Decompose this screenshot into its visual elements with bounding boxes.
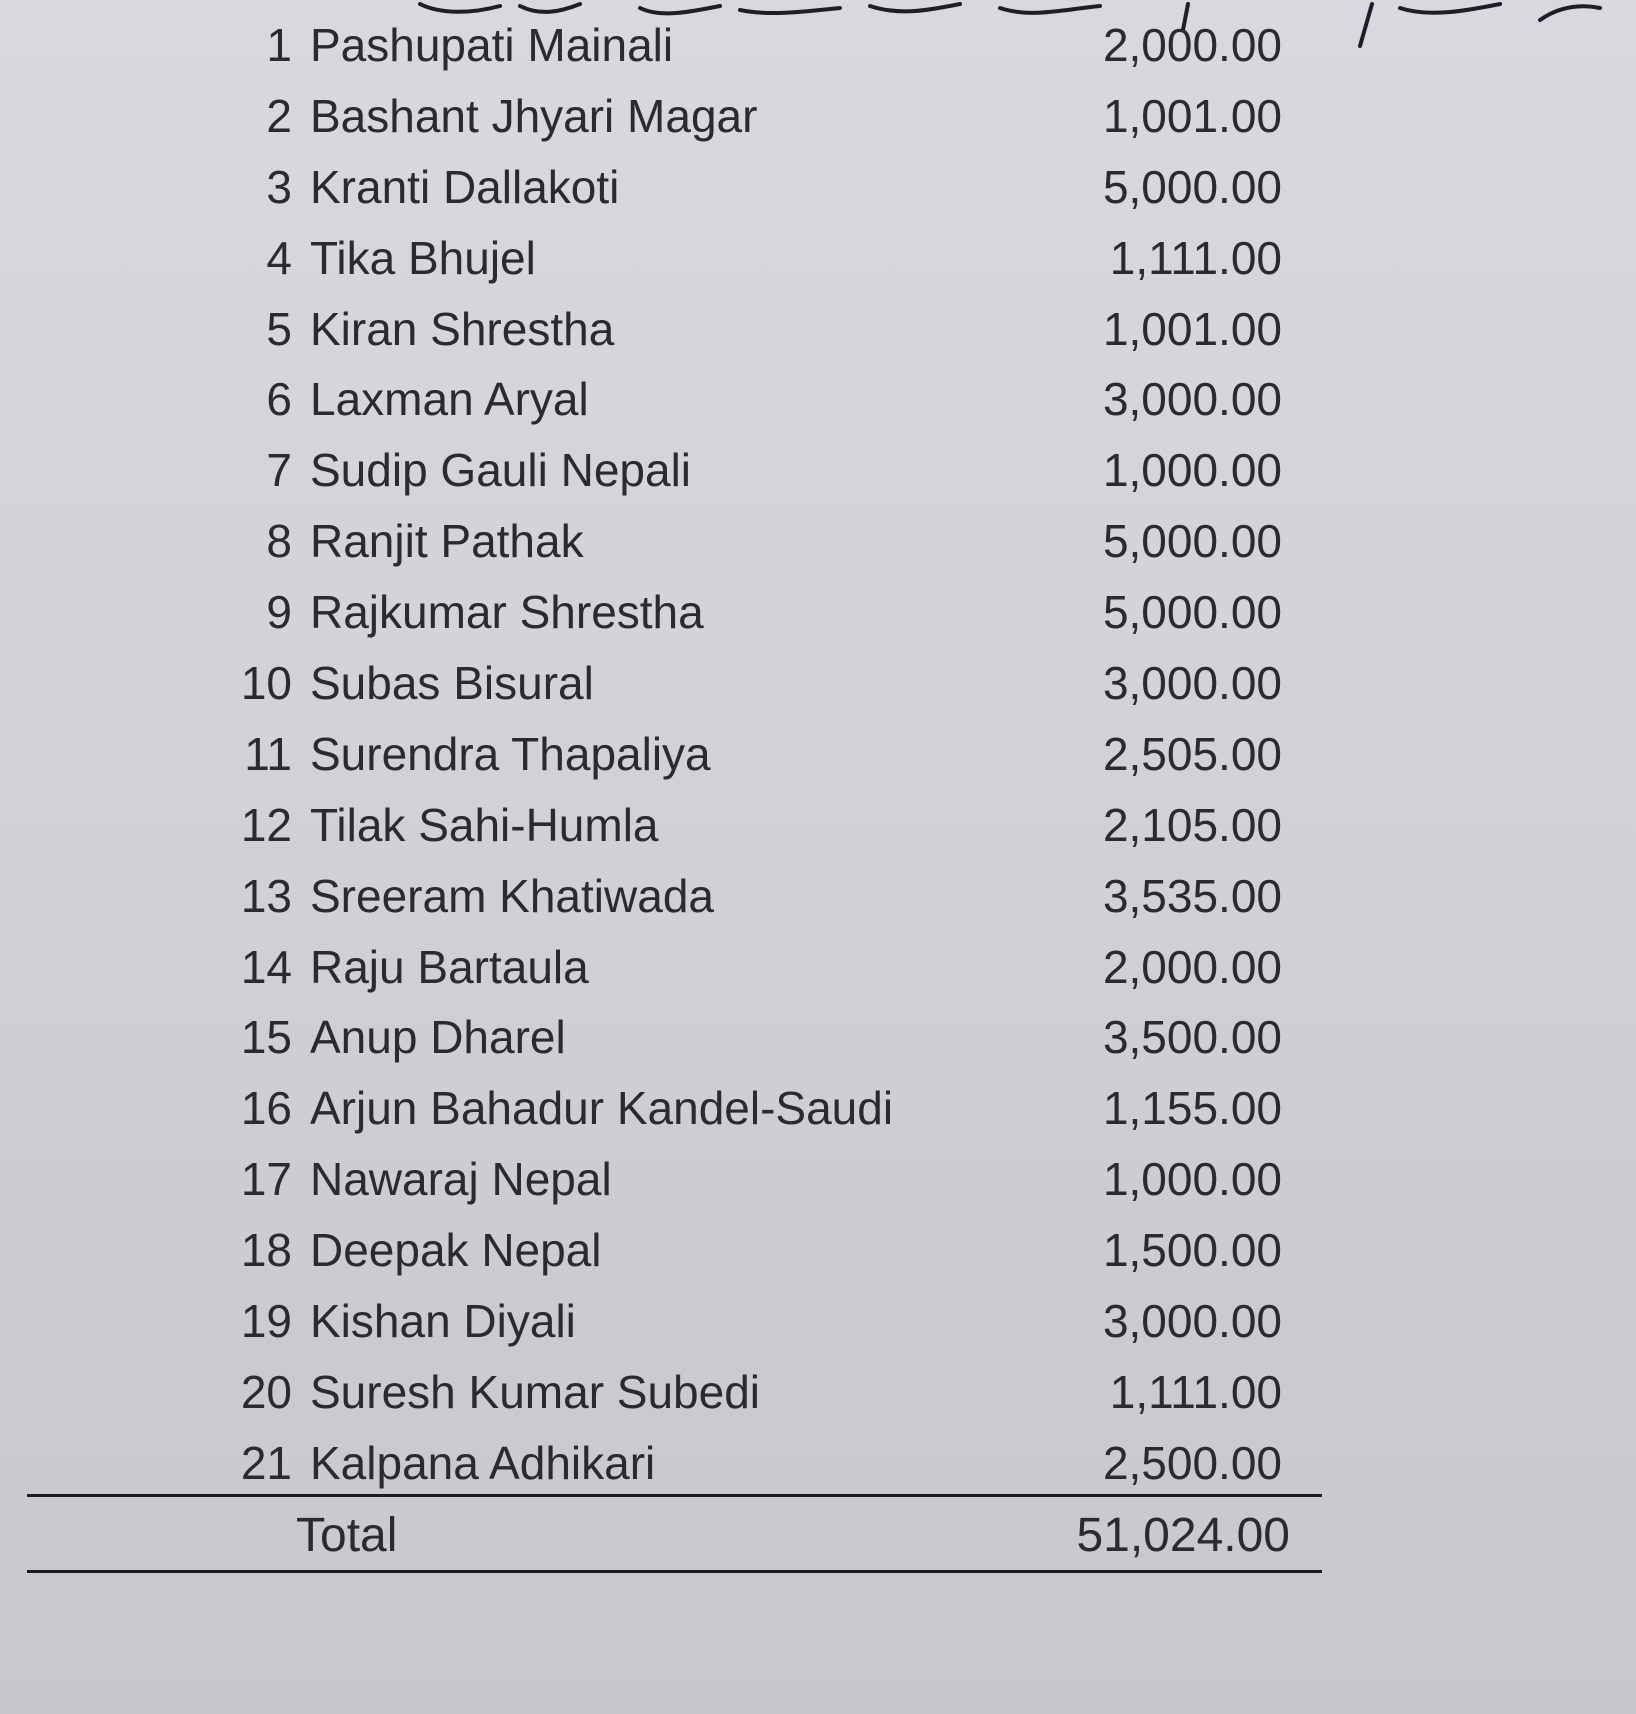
table-row (0, 10, 1636, 81)
table-row (0, 932, 1636, 1003)
contributor-name: Suresh Kumar Subedi (310, 1365, 761, 1418)
contribution-table (0, 10, 1636, 1499)
contributor-name: Kranti Dallakoti (310, 160, 620, 213)
contribution-amount: 1,111.00 (1109, 1365, 1282, 1418)
table-row (0, 719, 1636, 790)
contributor-name: Tilak Sahi-Humla (310, 798, 659, 851)
row-number: 14 (240, 940, 292, 993)
contributor-name: Deepak Nepal (310, 1224, 602, 1277)
contributor-name: Kalpana Adhikari (310, 1436, 656, 1489)
contribution-amount: 3,000.00 (1102, 373, 1282, 426)
contribution-amount: 1,155.00 (1102, 1082, 1282, 1135)
row-number: 5 (266, 302, 292, 355)
contributor-name: Tika Bhujel (310, 231, 536, 284)
contribution-amount: 2,105.00 (1102, 798, 1282, 851)
table-row (0, 648, 1636, 719)
contribution-amount: 2,500.00 (1102, 1436, 1282, 1489)
total-amount: 51,024.00 (1076, 1509, 1290, 1562)
contribution-amount: 2,000.00 (1102, 19, 1282, 71)
contributor-name: Surendra Thapaliya (310, 727, 711, 780)
table-row (0, 1002, 1636, 1073)
contributor-name: Bashant Jhyari Magar (310, 89, 758, 142)
table-row (0, 435, 1636, 506)
table-row (0, 577, 1636, 648)
contributor-name: Kishan Diyali (310, 1295, 576, 1348)
table-row (0, 81, 1636, 152)
contributor-name: Rajkumar Shrestha (310, 586, 704, 639)
table-row (0, 1428, 1636, 1499)
contribution-amount: 3,500.00 (1102, 1011, 1282, 1064)
table-row (0, 1357, 1636, 1428)
row-number: 17 (240, 1153, 292, 1206)
contribution-amount: 2,505.00 (1102, 727, 1282, 780)
row-number: 15 (240, 1011, 292, 1064)
contribution-amount: 3,535.00 (1102, 869, 1282, 922)
contributor-name: Sreeram Khatiwada (310, 869, 714, 922)
row-number: 21 (240, 1436, 292, 1489)
contributor-name: Ranjit Pathak (310, 515, 584, 568)
table-row (0, 294, 1636, 365)
table-row (0, 1073, 1636, 1144)
row-number: 1 (266, 19, 292, 71)
contribution-amount: 1,000.00 (1102, 1153, 1282, 1206)
table-row (0, 223, 1636, 294)
table-row (0, 1286, 1636, 1357)
table-row (0, 1144, 1636, 1215)
contribution-amount: 3,000.00 (1102, 657, 1282, 710)
contribution-amount: 5,000.00 (1102, 586, 1282, 639)
contributor-name: Nawaraj Nepal (310, 1153, 612, 1206)
table-row (0, 152, 1636, 223)
contribution-amount: 5,000.00 (1102, 515, 1282, 568)
contributor-name: Sudip Gauli Nepali (310, 444, 692, 497)
row-number: 2 (266, 89, 292, 142)
contribution-amount: 1,001.00 (1102, 89, 1282, 142)
total-top-rule (27, 1494, 1322, 1497)
row-number: 6 (266, 373, 292, 426)
row-number: 19 (240, 1295, 292, 1348)
contribution-amount: 1,111.00 (1109, 231, 1282, 284)
row-number: 7 (266, 444, 292, 497)
contribution-amount: 3,000.00 (1102, 1295, 1282, 1348)
table-row (0, 861, 1636, 932)
contribution-amount: 5,000.00 (1102, 160, 1282, 213)
row-number: 11 (244, 727, 292, 780)
contribution-amount: 1,001.00 (1102, 302, 1282, 355)
row-number: 20 (240, 1365, 292, 1418)
row-number: 4 (266, 231, 292, 284)
total-row (0, 1500, 1636, 1572)
contribution-amount: 1,500.00 (1102, 1224, 1282, 1277)
contributor-name: Anup Dharel (310, 1011, 566, 1064)
row-number: 16 (240, 1082, 292, 1135)
contribution-amount: 2,000.00 (1102, 940, 1282, 993)
contributor-name: Subas Bisural (310, 657, 594, 710)
table-row (0, 364, 1636, 435)
table-row (0, 1215, 1636, 1286)
contributor-name: Arjun Bahadur Kandel-Saudi (310, 1082, 894, 1135)
total-label: Total (296, 1509, 398, 1562)
total-bottom-rule (27, 1570, 1322, 1573)
row-number: 18 (240, 1224, 292, 1277)
row-number: 13 (240, 869, 292, 922)
row-number: 9 (266, 586, 292, 639)
contribution-amount: 1,000.00 (1102, 444, 1282, 497)
contributor-name: Laxman Aryal (310, 373, 589, 426)
contributor-name: Kiran Shrestha (310, 302, 615, 355)
contributor-name: Raju Bartaula (310, 940, 589, 993)
table-row (0, 790, 1636, 861)
table-row (0, 506, 1636, 577)
row-number: 8 (266, 515, 292, 568)
row-number: 3 (266, 160, 292, 213)
contributor-name: Pashupati Mainali (310, 19, 674, 71)
row-number: 12 (240, 798, 292, 851)
row-number: 10 (240, 657, 292, 710)
